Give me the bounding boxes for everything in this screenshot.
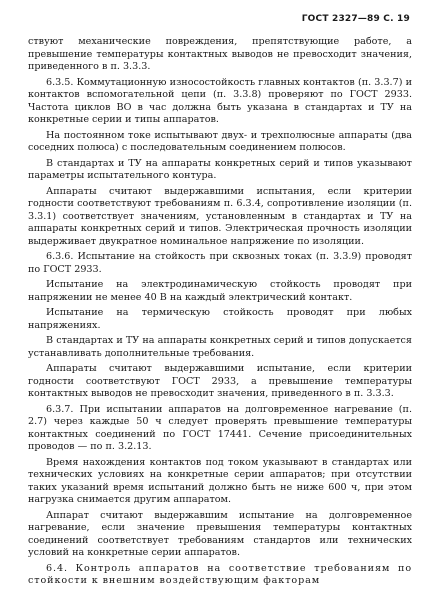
paragraph: Аппараты считают выдержавшими испытания, если критерии годности соответствуют требованиям п. 6.3.4, сопротивление изоляции (п. 3.3.1) соответствует значениям, установленным в стандартах и ТУ на аппараты конкретных серий и типов. Электрическая прочность изоляции выдерживает двукратное номинальное напряжение по изоляции. [28,185,412,247]
paragraph: Время нахождения контактов под током указывают в стандартах или технических условиях на конкретные серии аппаратов; при отсутствии таких указаний время испытаний должно быть не ниже 600 ч, при этом нагрузка снимается другим аппаратом. [28,456,412,505]
document-body [28,36,412,591]
paragraph: Аппарат считают выдержавшим испытание на долговременное нагревание, если значение превышения температуры контактных соединений соответствует требованиям стандартов или технических условий на конкретные серии аппаратов. [28,509,412,558]
page-header: ГОСТ 2327—89 С. 19 [301,14,410,24]
paragraph: В стандартах и ТУ на аппараты конкретных серий и типов указывают параметры испытательного контура. [28,157,412,181]
paragraph: 6.3.6. Испытание на стойкость при сквозных токах (п. 3.3.9) проводят по ГОСТ 2933. [28,251,412,275]
paragraph: Аппараты считают выдержавшими испытание, если критерии годности соответствуют ГОСТ 2933, а превышение температуры контактных выводов не превосходит значения, приведенного в п. 3.3.3. [28,363,412,399]
paragraph: Испытание на термическую стойкость проводят при любых напряжениях. [28,307,412,331]
section-heading: 6.4. Контроль аппаратов на соответствие требованиям по стойкости к внешним воздействующим факторам [28,562,412,586]
paragraph: 6.3.7. При испытании аппаратов на долговременное нагревание (п. 2.7) через каждые 50 ч следует проверять превышение температуры контактных соединений по ГОСТ 17441. Сечение присоединительных проводов — по п. 3.2.13. [28,403,412,452]
paragraph: ствуют механические повреждения, препятствующие работе, а превышение температуры контактных выводов не превосходит значения, приведенного в п. 3.3.3. [28,36,412,72]
paragraph: В стандартах и ТУ на аппараты конкретных серий и типов допускается устанавливать дополнительные требования. [28,335,412,359]
paragraph: 6.3.5. Коммутационную износостойкость главных контактов (п. 3.3.7) и контактов вспомогательной цепи (п. 3.3.8) проверяют по ГОСТ 2933. Частота циклов ВО в час должна быть указана в стандартах и ТУ на конкретные серии и типы аппаратов. [28,76,412,125]
paragraph: Испытание на электродинамическую стойкость проводят при напряжении не менее 40 В на каждый электрический контакт. [28,279,412,303]
paragraph: На постоянном токе испытывают двух- и трехполюсные аппараты (два соседних полюса) с последовательным соединением полюсов. [28,129,412,153]
